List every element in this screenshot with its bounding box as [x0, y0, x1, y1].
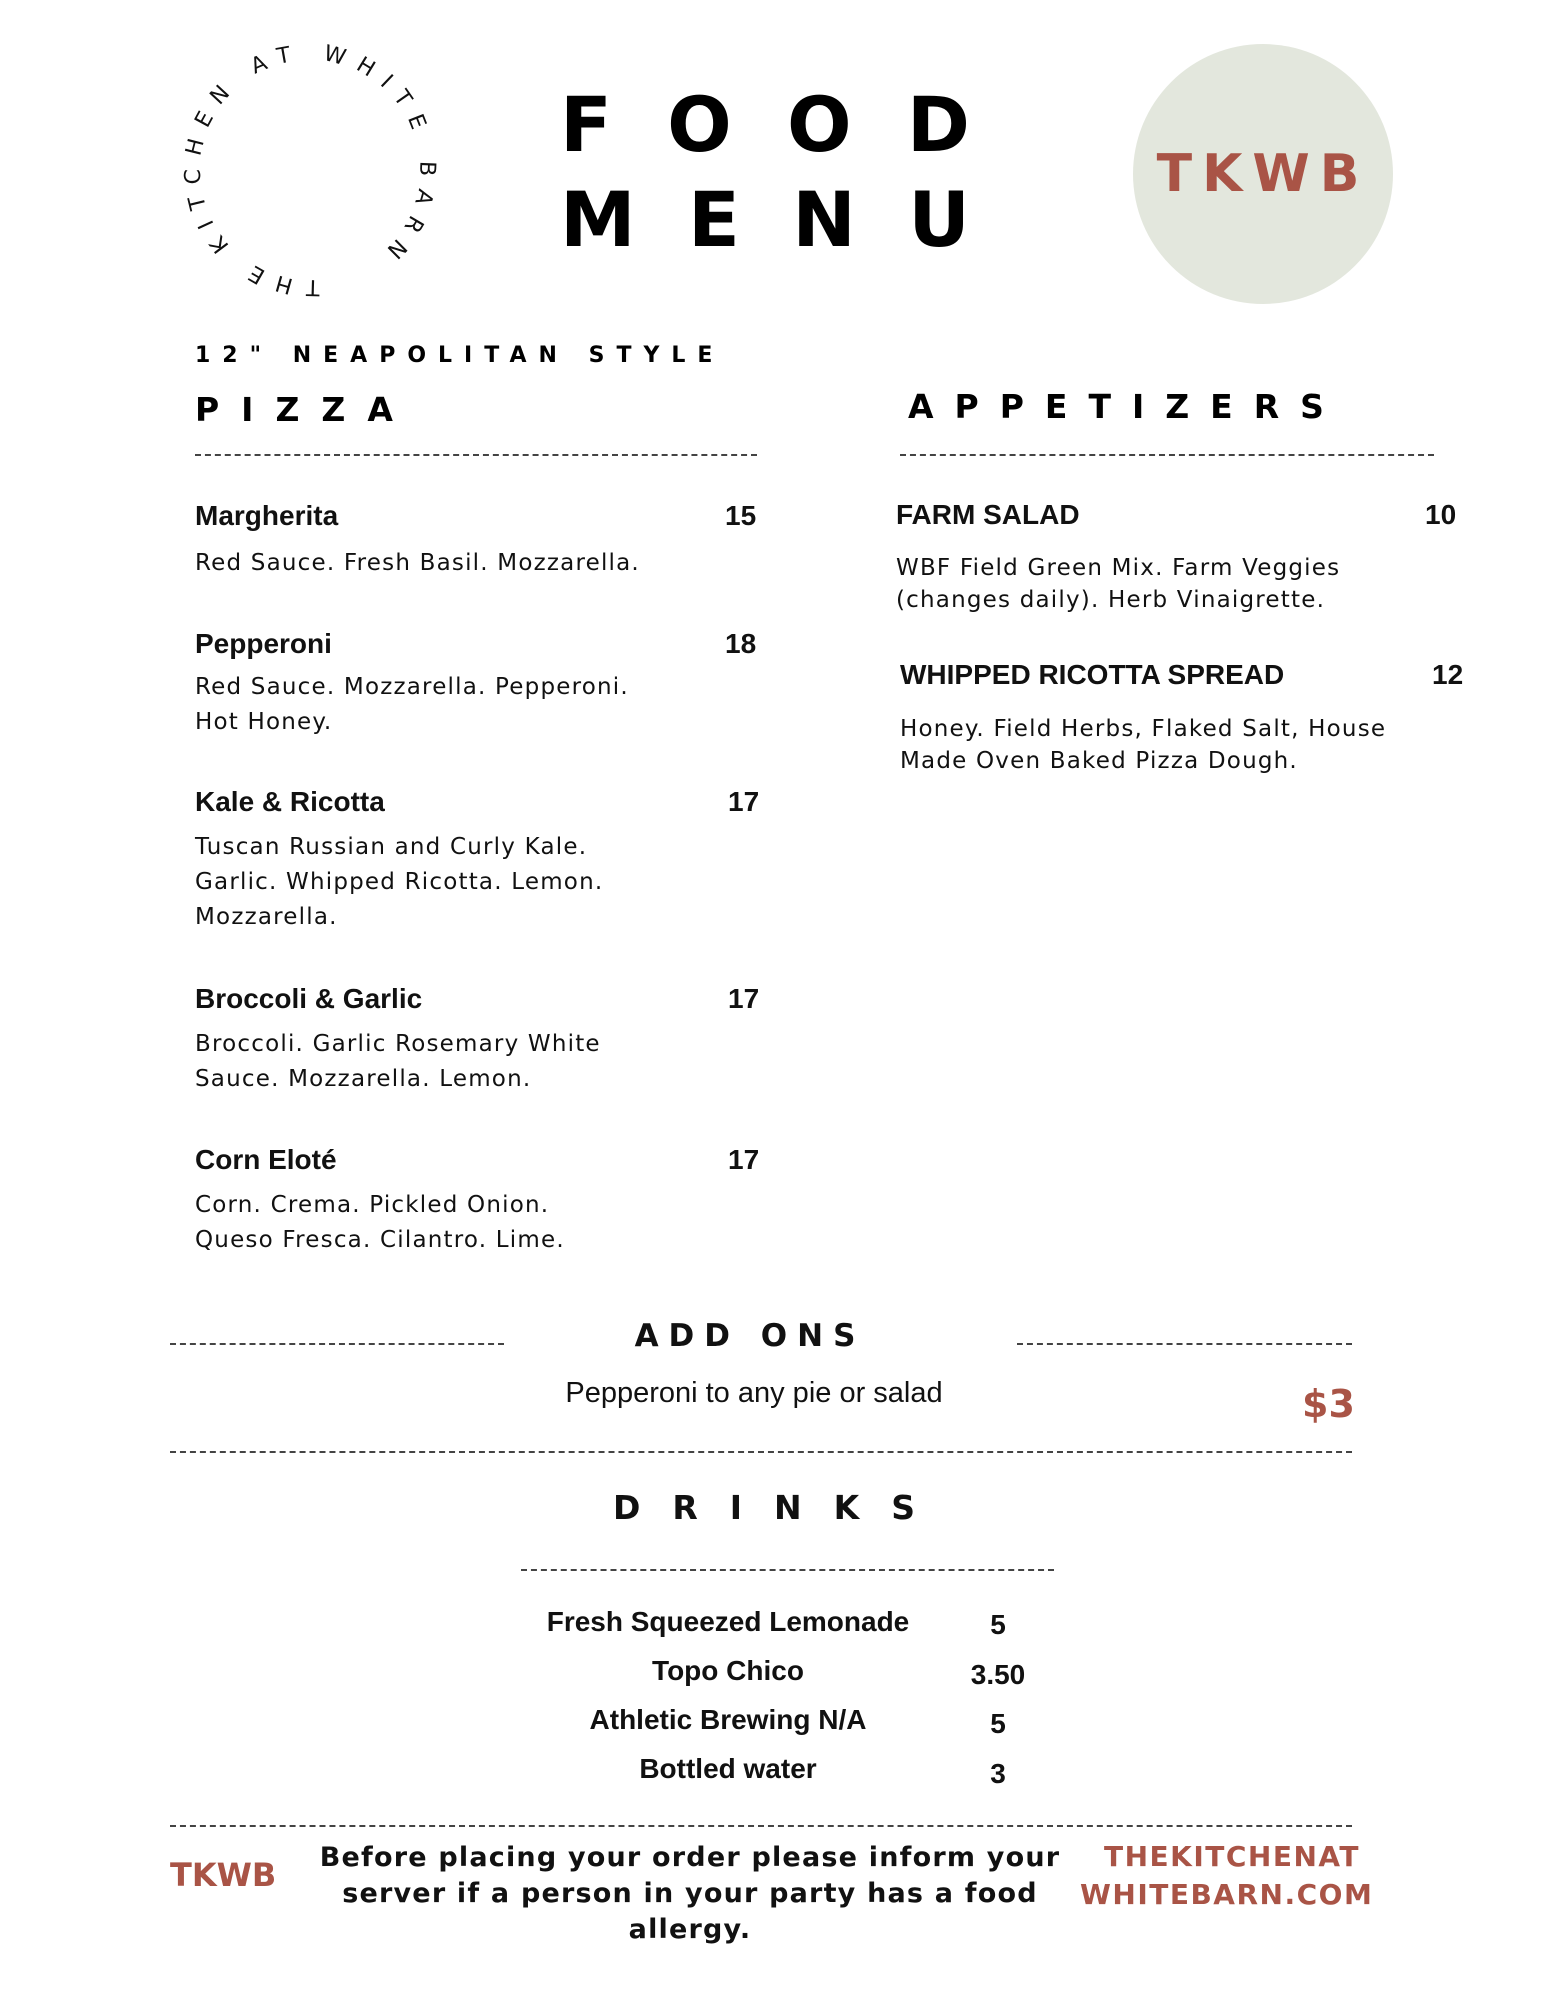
logo-ring [170, 30, 450, 310]
svg-text:THE KITCHEN AT WHITE BARN [170, 30, 450, 310]
pizza-item-name: Broccoli & Garlic [195, 983, 423, 1014]
logo-ring-text: THE KITCHEN AT WHITE BARN [180, 40, 440, 300]
appetizer-item-name: FARM SALAD [896, 499, 1080, 530]
drink-name: Athletic Brewing N/A [589, 1704, 867, 1735]
drinks-divider [521, 1569, 1054, 1571]
title-letter: U [908, 175, 970, 264]
pizza-item-price: 17 [728, 983, 760, 1014]
title-menu [560, 175, 970, 264]
pizza-item-name: Pepperoni [195, 628, 332, 659]
drink-price: 5 [990, 1609, 1006, 1640]
appetizer-item-desc: Honey. Field Herbs, Flaked Salt, House Made Oven Baked Pizza Dough. [900, 716, 1387, 774]
pizza-item-desc: Broccoli. Garlic Rosemary White Sauce. Mozzarella. Lemon. [195, 1031, 601, 1092]
drink-name: Fresh Squeezed Lemonade [546, 1606, 910, 1637]
addons-divider-right [1017, 1343, 1352, 1345]
website-line: THEKITCHENAT [1103, 1840, 1360, 1873]
appetizer-item-price: 10 [1425, 499, 1457, 530]
pizza-item-price: 18 [725, 628, 757, 659]
drink-price: 5 [990, 1708, 1006, 1739]
footer-logo: TKWB [170, 1856, 277, 1894]
drink-price: 3 [990, 1758, 1006, 1789]
allergy-note [290, 1840, 1090, 1948]
footer-divider [170, 1825, 1352, 1827]
addons-line: Pepperoni to any pie or salad [565, 1377, 943, 1409]
website-link[interactable] [1080, 1838, 1374, 1914]
title-letter: F [560, 80, 612, 169]
pizza-item-desc: Tuscan Russian and Curly Kale. Garlic. Whipped Ricotta. Lemon. Mozzarella. [195, 834, 604, 930]
addons-price: $3 [1302, 1382, 1355, 1426]
pizza-item-desc: Corn. Crema. Pickled Onion. Queso Fresca. Cilantro. Lime. [195, 1192, 565, 1253]
pizza-title: PIZZA [195, 390, 415, 429]
pizza-item-name: Corn Eloté [195, 1144, 337, 1175]
drink-name: Bottled water [639, 1753, 817, 1784]
appetizer-item-desc: WBF Field Green Mix. Farm Veggies (changes daily). Herb Vinaigrette. [896, 555, 1341, 613]
addons-bottom-divider [170, 1451, 1352, 1453]
tkwb-badge [1133, 44, 1393, 304]
pizza-item-price: 15 [725, 500, 757, 531]
title-letter: O [787, 80, 852, 169]
drinks-title: DRINKS [612, 1488, 948, 1527]
title-letter: E [688, 175, 740, 264]
allergy-note-line: server if a person in your party has a food allergy. [342, 1878, 1038, 1945]
addons-title: ADD ONS [634, 1318, 866, 1354]
title-letter: N [792, 175, 856, 264]
pizza-item-price: 17 [728, 1144, 760, 1175]
title-letter: D [906, 80, 970, 169]
pizza-item-name: Margherita [195, 500, 339, 531]
pizza-item-price: 17 [728, 786, 760, 817]
pizza-divider [195, 454, 757, 456]
appetizer-item-name: WHIPPED RICOTTA SPREAD [900, 659, 1285, 690]
pizza-item-desc: Red Sauce. Fresh Basil. Mozzarella. [195, 550, 640, 576]
pizza-item-name: Kale & Ricotta [195, 786, 385, 817]
appetizers-title: APPETIZERS [908, 387, 1345, 426]
title-food [560, 80, 970, 169]
title-letter: O [667, 80, 732, 169]
drink-price: 3.50 [970, 1659, 1026, 1690]
title-letter: M [560, 175, 636, 264]
drink-name: Topo Chico [652, 1655, 804, 1686]
pizza-subtitle: 12" NEAPOLITAN STYLE [195, 343, 725, 368]
allergy-note-line: Before placing your order please inform your [319, 1842, 1061, 1873]
badge-text: TKWB [1156, 144, 1370, 204]
appetizers-divider [900, 454, 1434, 456]
website-line: WHITEBARN.COM [1080, 1878, 1374, 1911]
appetizer-item-price: 12 [1432, 659, 1464, 690]
pizza-item-desc: Red Sauce. Mozzarella. Pepperoni. Hot Honey. [195, 674, 629, 735]
